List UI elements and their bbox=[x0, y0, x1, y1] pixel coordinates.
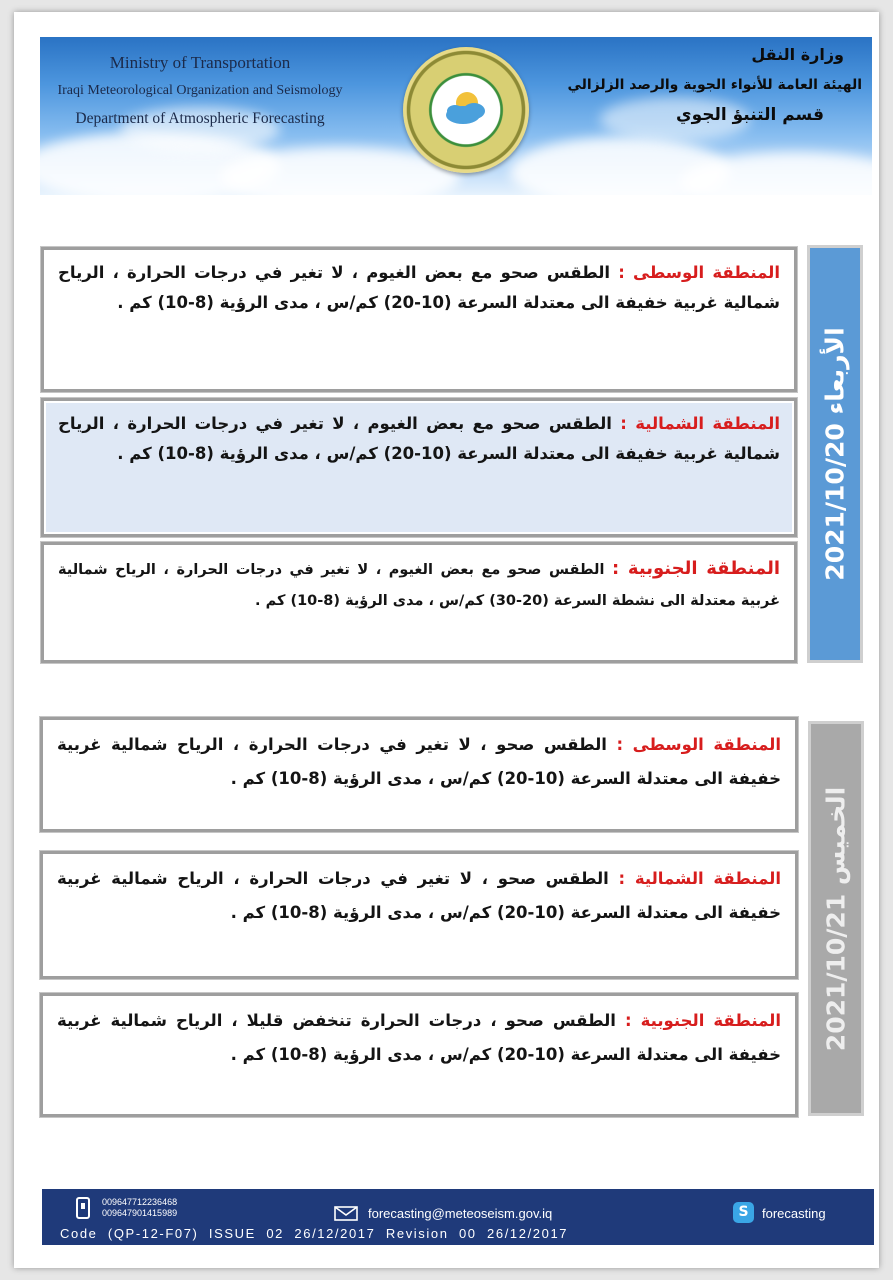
day-label-thursday bbox=[808, 721, 864, 1116]
document-code-line: Code (QP-12-F07) ISSUE 02 26/12/2017 Revision 00 26/12/2017 bbox=[60, 1226, 569, 1241]
forecast-text: الطقس صحو مع بعض الغيوم ، لا تغير في درجات الحرارة ، الرياح شمالية غربية خفيفة الى معتدلة السرعة (10-20) كم/س ، مدى الرؤية (8-10) كم . bbox=[58, 263, 780, 312]
region-label: المنطقة الوسطى : bbox=[616, 735, 781, 754]
organization-title-en: Iraqi Meteorological Organization and Seismology bbox=[57, 83, 343, 98]
envelope-icon bbox=[334, 1206, 358, 1221]
email-address: forecasting@meteoseism.gov.iq bbox=[368, 1206, 553, 1221]
ministry-title-en: Ministry of Transportation bbox=[109, 53, 291, 72]
day-label-text: الأربعاء 2021/10/20 bbox=[820, 327, 850, 581]
organization-title-ar: الهيئة العامة للأنواء الجوية والرصد الزلزالي bbox=[567, 77, 862, 93]
skype-handle: forecasting bbox=[762, 1206, 826, 1221]
skype-icon: S bbox=[733, 1202, 754, 1223]
department-title-ar: قسم التنبؤ الجوي bbox=[676, 105, 824, 125]
region-label: المنطقة الوسطى : bbox=[618, 263, 780, 282]
forecast-text: الطقس صحو مع بعض الغيوم ، لا تغير في درجات الحرارة ، الرياح شمالية غربية معتدلة الى نشطة السرعة (20-30) كم/س ، مدى الرؤية (8-10) كم . bbox=[58, 562, 780, 609]
organization-logo bbox=[403, 47, 529, 173]
header-banner bbox=[40, 37, 872, 195]
ministry-title-ar: وزارة النقل bbox=[751, 45, 844, 64]
day-label-wednesday bbox=[807, 245, 863, 663]
forecast-text: الطقس صحو ، لا تغير في درجات الحرارة ، الرياح شمالية غربية خفيفة الى معتدلة السرعة (10-20) كم/س ، مدى الرؤية (8-10) كم . bbox=[57, 735, 781, 788]
footer-bar bbox=[42, 1189, 874, 1245]
forecast-text: الطقس صحو ، لا تغير في درجات الحرارة ، الرياح شمالية غربية خفيفة الى معتدلة السرعة (10-20) كم/س ، مدى الرؤية (8-10) كم . bbox=[57, 869, 781, 922]
phone-number-2: 009647901415989 bbox=[102, 1208, 178, 1218]
forecast-text: الطقس صحو ، درجات الحرارة تنخفض قليلا ، الرياح شمالية غربية خفيفة الى معتدلة السرعة (10-20) كم/س ، مدى الرؤية (8-10) كم . bbox=[57, 1011, 781, 1064]
region-label: المنطقة الشمالية : bbox=[618, 869, 781, 888]
phone-number-1: 009647712236468 bbox=[102, 1197, 178, 1207]
forecast-box-thu-northern bbox=[40, 851, 798, 979]
forecast-box-wed-central bbox=[41, 247, 797, 392]
forecast-box-wed-northern bbox=[41, 398, 797, 537]
forecast-box-thu-southern bbox=[40, 993, 798, 1117]
region-label: المنطقة الجنوبية : bbox=[611, 558, 780, 579]
cloud-sun-emblem-icon bbox=[441, 87, 491, 133]
day-label-text: الخميس 2021/10/21 bbox=[821, 786, 851, 1051]
forecast-box-wed-southern bbox=[41, 542, 797, 663]
department-title-en: Department of Atmospheric Forecasting bbox=[75, 110, 325, 127]
forecast-box-thu-central bbox=[40, 717, 798, 832]
phone-icon bbox=[76, 1197, 90, 1219]
region-label: المنطقة الشمالية : bbox=[620, 414, 780, 433]
region-label: المنطقة الجنوبية : bbox=[624, 1011, 781, 1030]
forecast-text: الطقس صحو مع بعض الغيوم ، لا تغير في درجات الحرارة ، الرياح شمالية غربية خفيفة الى معتدلة السرعة (10-20) كم/س ، مدى الرؤية (8-10) كم . bbox=[58, 414, 780, 463]
